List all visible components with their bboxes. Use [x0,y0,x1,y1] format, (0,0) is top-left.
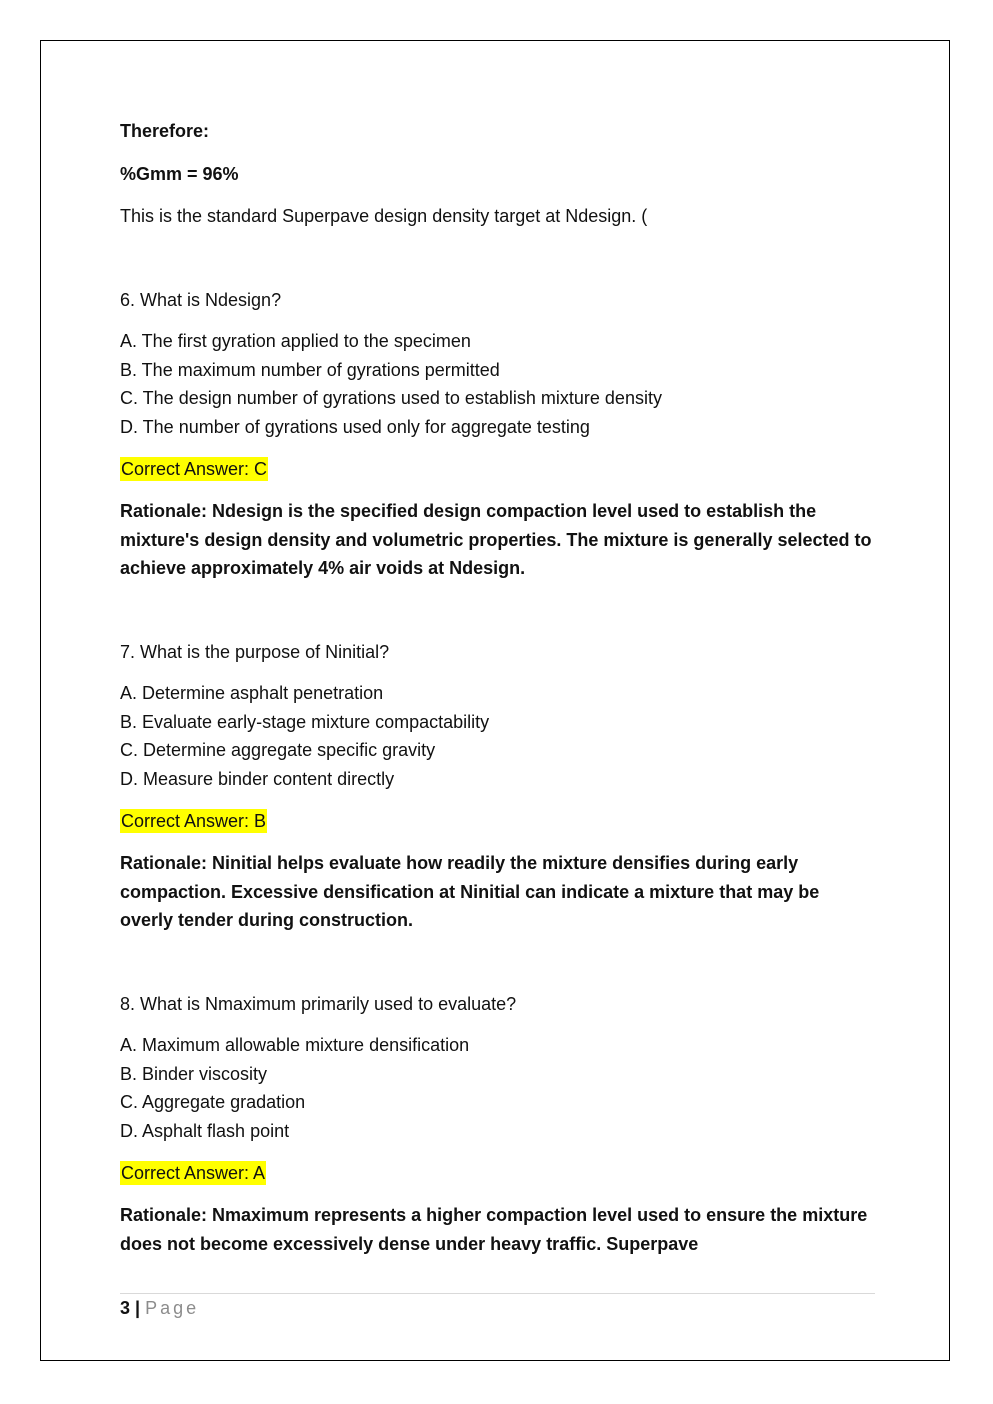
page-number: 3 [120,1298,131,1318]
rationale-text: Rationale: Nmaximum represents a higher compaction level used to ensure the mixture does not become excessively dense under heavy traffic. Superpave [120,1205,868,1254]
option-c: C. The design number of gyrations used to establish mixture density [120,388,662,408]
option-b: B. Binder viscosity [120,1063,268,1084]
gmm-formula: %Gmm = 96% [120,163,239,184]
page-label: Page [145,1298,200,1318]
option-a: A. Maximum allowable mixture densification [120,1035,470,1055]
correct-answer-highlight: Correct Answer: B [121,811,267,831]
option-d: D. Measure binder content directly [120,768,395,789]
option-d: D. Asphalt flash point [120,1120,290,1141]
question-text: 6. What is Ndesign? [120,289,282,310]
answer-options [120,1031,875,1145]
option-d: D. The number of gyrations used only for aggregate testing [120,416,590,437]
answer-options [120,327,875,441]
option-b: B. Evaluate early-stage mixture compactability [120,711,490,732]
question-block-7 [120,638,875,935]
option-b: B. The maximum number of gyrations permitted [120,359,500,380]
option-c: C. Determine aggregate specific gravity [120,740,436,760]
rationale-text: Rationale: Ninitial helps evaluate how readily the mixture densifies during early compaction. Excessive densification at Ninitial can indicate a mixture that may be overly tender during construction. [120,853,820,930]
rationale-text: Rationale: Ndesign is the specified design compaction level used to establish the mixture's design density and volumetric properties. The mixture is generally selected to achieve approximately 4% air voids at Ndesign. [120,501,872,578]
answer-options [120,679,875,793]
question-text: 7. What is the purpose of Ninitial? [120,641,390,662]
question-block-6 [120,286,875,583]
option-a: A. Determine asphalt penetration [120,683,384,703]
design-density-note: This is the standard Superpave design density target at Ndesign. ( [120,206,648,226]
therefore-heading: Therefore: [120,121,210,141]
option-a: A. The first gyration applied to the specimen [120,331,471,351]
question-text: 8. What is Nmaximum primarily used to evaluate? [120,993,517,1014]
footer-separator: | [135,1298,141,1318]
document-body [120,117,875,1258]
option-c: C. Aggregate gradation [120,1092,306,1112]
correct-answer-highlight: Correct Answer: C [121,459,268,479]
correct-answer-highlight: Correct Answer: A [121,1163,266,1183]
question-block-8 [120,990,875,1259]
page-footer [120,1296,199,1320]
footer-divider [120,1293,875,1294]
